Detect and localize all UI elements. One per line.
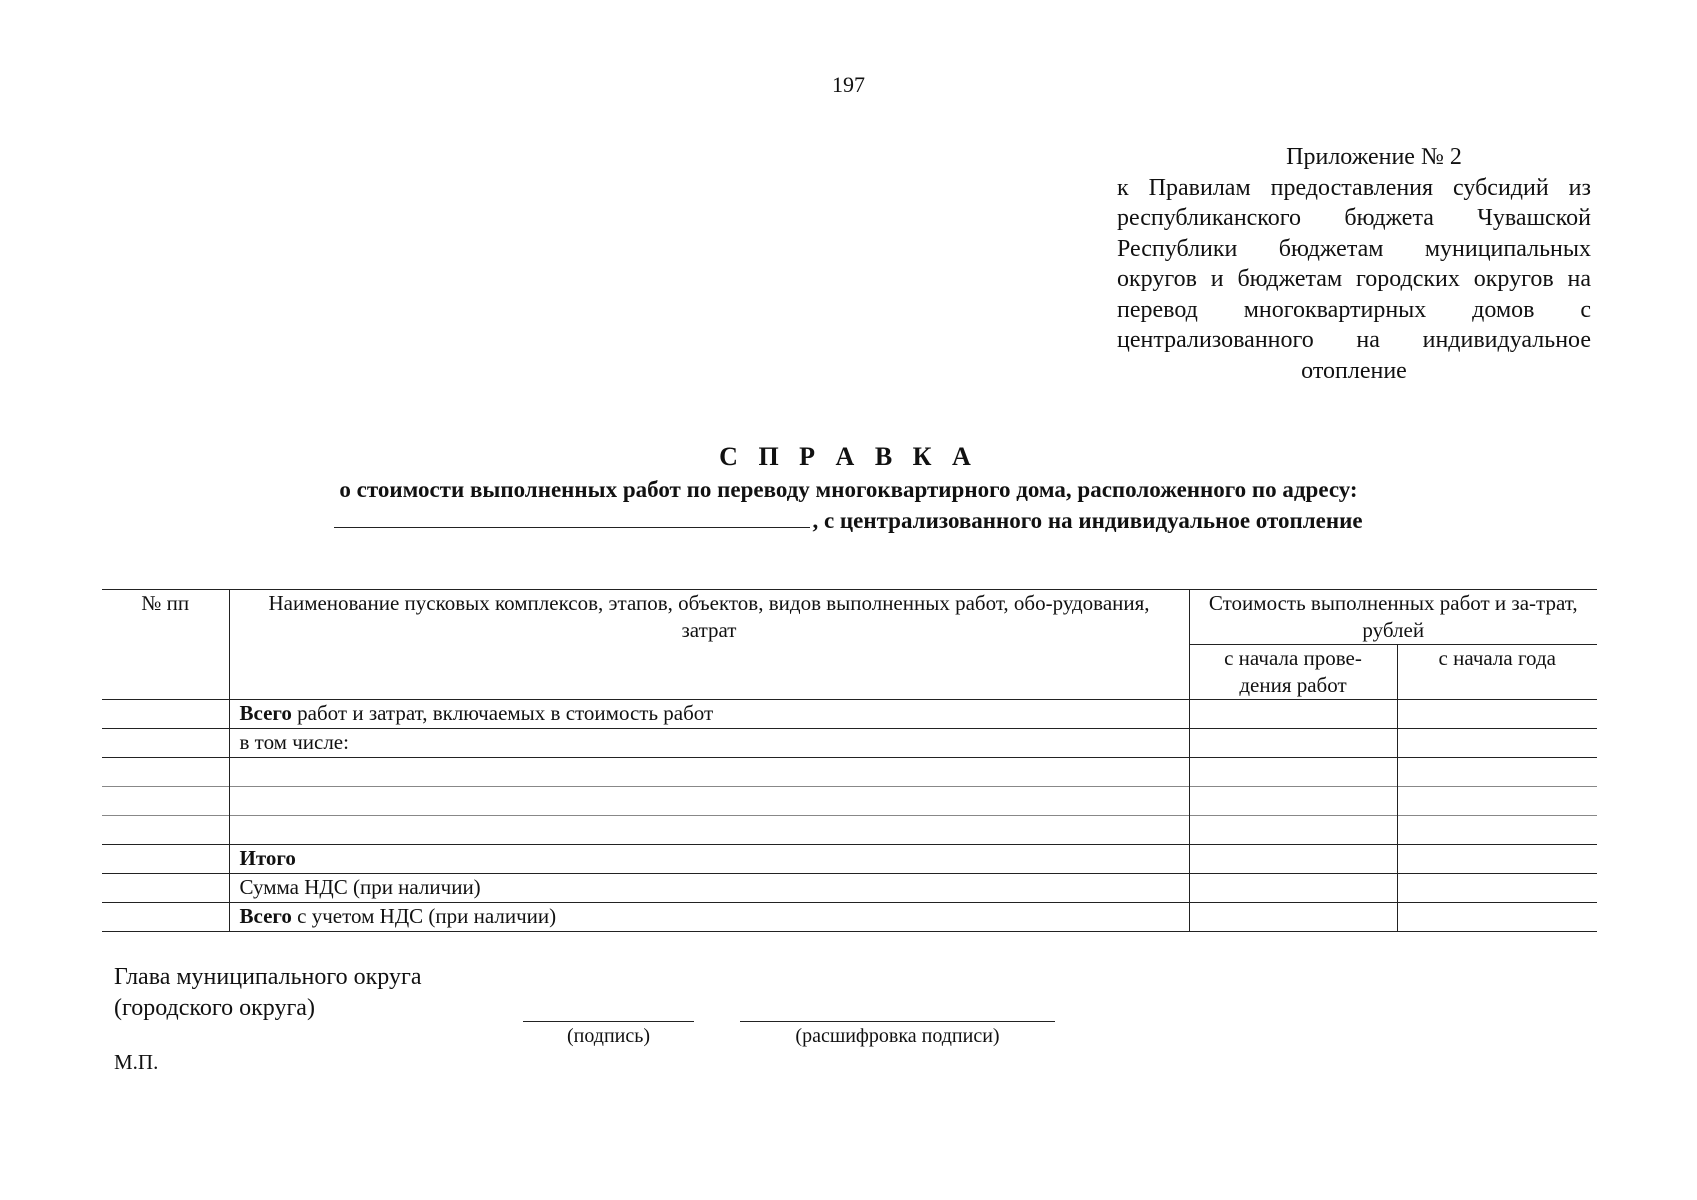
appendix-title: Приложение № 2 (1286, 144, 1462, 170)
header-number: № пп (102, 590, 229, 700)
row-start-cell (1189, 729, 1397, 758)
row-year-cell (1397, 758, 1597, 787)
row-start-cell (1189, 874, 1397, 903)
document-title: С П Р А В К А (719, 442, 978, 471)
header-since-start: с начала прове-дения работ (1189, 645, 1397, 700)
signatory-position-line2: (городского округа) (114, 995, 315, 1021)
row-number-cell (102, 787, 229, 816)
table-row (102, 700, 1597, 729)
row-name-cell: в том числе: (229, 729, 1189, 758)
row-start-cell (1189, 700, 1397, 729)
row-name-cell: Сумма НДС (при наличии) (229, 874, 1189, 903)
table-row (102, 816, 1597, 845)
table-row (102, 787, 1597, 816)
row-number-cell (102, 903, 229, 932)
table-row (102, 729, 1597, 758)
appendix-text: к Правилам предоставления субсидий из республиканского бюджета Чувашской Республики бюджетам муниципальных округов и бюджетам городских округов на перевод многоквартирных домов с централизованного на индивидуальное отопление (1117, 174, 1591, 384)
stamp-place: М.П. (114, 1050, 159, 1074)
row-number-cell (102, 729, 229, 758)
table-row (102, 758, 1597, 787)
row-number-cell (102, 845, 229, 874)
cost-table (102, 589, 1597, 932)
table-row (102, 845, 1597, 874)
row-name-cell (229, 816, 1189, 845)
row-year-cell (1397, 816, 1597, 845)
row-year-cell (1397, 845, 1597, 874)
signature-decoding-line (740, 1021, 1055, 1022)
header-since-year: с начала года (1397, 645, 1597, 700)
header-name: Наименование пусковых комплексов, этапов, объектов, видов выполненных работ, обо-рудования, затрат (229, 590, 1189, 700)
row-year-cell (1397, 903, 1597, 932)
row-year-cell (1397, 787, 1597, 816)
address-line (0, 505, 1697, 536)
signature-line (523, 1021, 694, 1022)
row-name-cell: Всего с учетом НДС (при наличии) (229, 903, 1189, 932)
table-row (102, 874, 1597, 903)
appendix-block (1117, 142, 1591, 386)
row-year-cell (1397, 729, 1597, 758)
signatory-position-line1: Глава муниципального округа (114, 964, 422, 990)
address-blank (334, 505, 810, 528)
row-start-cell (1189, 845, 1397, 874)
document-heading (0, 440, 1697, 536)
table-row (102, 903, 1597, 932)
row-year-cell (1397, 700, 1597, 729)
header-cost: Стоимость выполненных работ и за-трат, рублей (1189, 590, 1597, 645)
address-suffix: , с централизованного на индивидуальное отопление (812, 508, 1363, 533)
signature-caption: (подпись) (566, 1025, 651, 1047)
page-number: 197 (832, 72, 865, 97)
row-number-cell (102, 816, 229, 845)
row-number-cell (102, 758, 229, 787)
row-year-cell (1397, 874, 1597, 903)
row-number-cell (102, 874, 229, 903)
row-start-cell (1189, 787, 1397, 816)
row-start-cell (1189, 816, 1397, 845)
row-start-cell (1189, 903, 1397, 932)
document-subtitle: о стоимости выполненных работ по переводу многоквартирного дома, расположенного по адресу: (339, 477, 1358, 502)
row-name-cell (229, 787, 1189, 816)
row-name-cell: Всего работ и затрат, включаемых в стоимость работ (229, 700, 1189, 729)
signature-decoding-caption: (расшифровка подписи) (795, 1025, 1000, 1047)
row-number-cell (102, 700, 229, 729)
row-start-cell (1189, 758, 1397, 787)
row-name-cell (229, 758, 1189, 787)
signatory-position (114, 962, 422, 1024)
row-name-cell: Итого (229, 845, 1189, 874)
